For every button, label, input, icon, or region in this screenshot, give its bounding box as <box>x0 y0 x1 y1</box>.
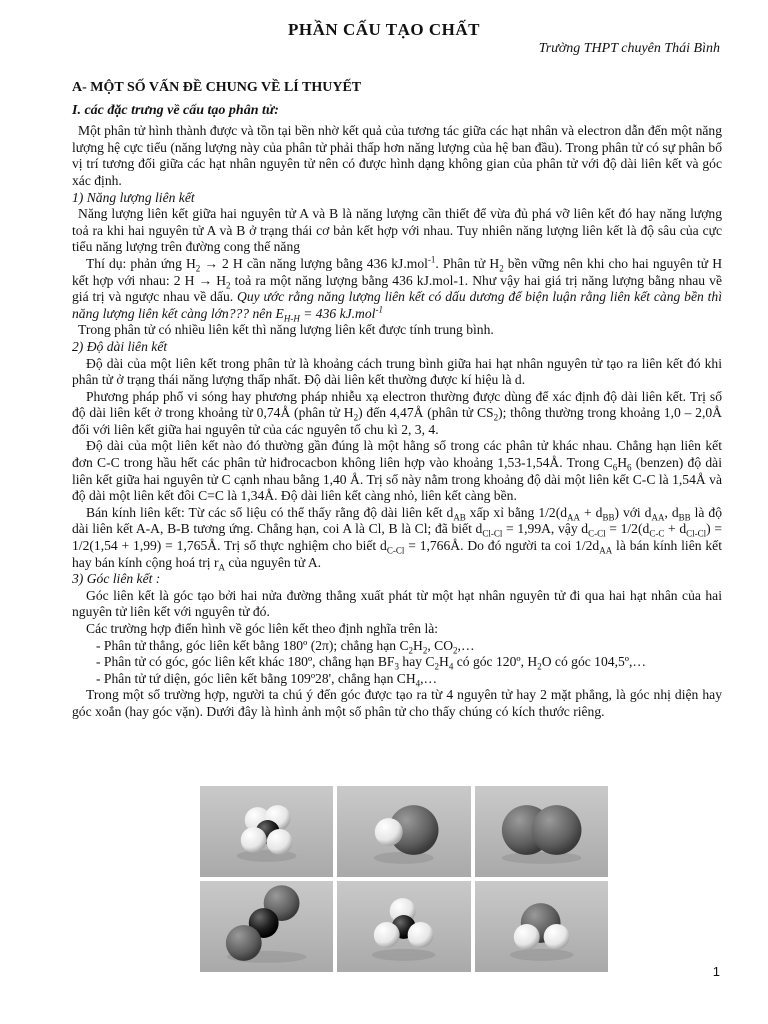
angle-list-item-2: - Phân tử có góc, góc liên kết khác 180º, chẳng hạn $BF_3$ hay $C_2H_4$ có góc 120º, $H_2O$ có góc 104,5º,… <box>96 654 646 672</box>
length-paragraph-2: Phương pháp phổ vi sóng hay phương pháp nhiễu xạ electron thường được dùng để xác định độ dài liên kết. Trị số độ dài liên kết ở trong khoảng từ 0,74Å (phân tử $H_2$) đến 4,47Å (phân tử $CS_2$); thông thường trong khoảng 1,0 – 2,0Å đối với liên kết giữa hai nguyên tử của các nguyên tố chu kì 2, 3, 4. <box>72 388 722 437</box>
cl2-model-icon <box>475 786 608 877</box>
water-model-icon <box>475 881 608 972</box>
hcl-model-icon <box>337 786 470 877</box>
angle-heading: 3) Góc liên kết : <box>72 571 161 587</box>
methane-model-icon <box>200 786 333 877</box>
length-paragraph-3: Độ dài của một liên kết nào đó thường gần đúng là một hằng số trong các phân tử khác nhau. Chẳng hạn liên kết đơn C-C trong hầu hết các phân tử hiđrocacbon không liên hợp vào khoảng 1,53-1,54Å. Trong $C_6H_6$ (benzen) độ dài liên kết giữa hai nguyên tử C cạnh nhau bằng 1,40 Å. Trị số này nằm trong khoảng độ dài một liên kết C-C là 1,54Å và độ dài một liên kết đôi C=C là 1,34Å. Độ dài liên kết càng nhỏ, liên kết càng bền. <box>72 438 722 504</box>
angle-list-item-3: - Phân tử tứ diện, góc liên kết bằng 109º28', chẳng hạn $CH_4,\dots$ <box>96 670 438 689</box>
document-body <box>72 80 722 721</box>
page-title: PHẦN CẤU TẠO CHẤT <box>288 20 480 39</box>
intro-paragraph: Một phân tử hình thành được và tồn tại bền nhờ kết quả của tương tác giữa các hạt nhân và electron dẫn đến một năng lượng hệ cực tiểu (năng lượng này của phân tử phải thấp hơn năng lượng của hệ ban đầu). Trong phân tử có sự phân bố vị trí tương đối giữa các hạt nhân nguyên tử nên có được hình dạng không gian của phân tử với độ dài liên kết và góc xác định. <box>72 123 722 188</box>
length-paragraph-4: Bán kính liên kết: Từ các số liệu có thể thấy rằng độ dài liên kết $d_{AB}$ xấp xỉ bằng $1/2(d_{AA} + d_{BB})$ với $d_{AA}$, $d_{BB}$ là độ dài liên kết A-A, B-B tương ứng. Chẳng hạn, coi A là Cl, B là Cl; đã biết $d_{Cl-Cl} = 1,99A$, vậy $d_{C-Cl} = 1/2(d_{C-C} + d_{Cl-Cl}) = 1/2(1,54 + 1,99)$ = 1,765Å. Trị số thực nghiệm cho biết $d_{C-Cl}$ = 1,766Å. Do đó người ta coi $1/2d_{AA}$ là bán kính liên kết hay bán kính cộng hoá trị $r_A$ của nguyên tử A. <box>72 504 723 573</box>
page-number: 1 <box>712 964 720 979</box>
energy-paragraph-2: Thí dụ: phản ứng $H_2 \to 2$ H cần năng lượng bằng 436 kJ.mol$^{-1}$. Phân tử $H_2$ bền vững nên khi cho hai nguyên tử H kết hợp với nhau: 2 $H \to H_2$ toả ra một năng lượng bằng 436 kJ.mol-1. Như vậy hai giá trị năng lượng bằng nhau về giá trị và ngược nhau về dấu. Quy ước rằng năng lượng liên kết có dấu dương để biện luận rằng liên kết càng bền thì năng lượng liên kết càng lớn??? nên $E_{H-H} = 436$ kJ.mol$^{-1}$ <box>72 254 723 324</box>
angle-paragraph-3: Trong một số trường hợp, người ta chú ý đến góc được tạo ra từ 4 nguyên tử hay 2 mặt phẳng, là góc nhị diện hay góc xoắn (hay góc vặn). Dưới đây là hình ảnh một số phân tử cho thấy chúng có kích thước riêng. <box>72 687 722 719</box>
section-i-heading: I. các đặc trưng về cấu tạo phân tử: <box>72 102 279 118</box>
energy-heading: 1) Năng lượng liên kết <box>72 189 195 205</box>
school-name: Trường THPT chuyên Thái Bình <box>538 41 720 56</box>
angle-list-item-1: - Phân tử thẳng, góc liên kết bằng 180º (2π); chẳng hạn $C_2H_2$, $CO_2,\dots$ <box>96 637 475 656</box>
angle-paragraph-2: Các trường hợp điển hình về góc liên kết theo định nghĩa trên là: <box>86 621 439 636</box>
energy-paragraph-3: Trong phân tử có nhiều liên kết thì năng lượng liên kết được tính trung bình. <box>78 322 494 338</box>
section-a-heading: A- MỘT SỐ VẤN ĐỀ CHUNG VỀ LÍ THUYẾT <box>72 80 362 95</box>
length-paragraph-1: Độ dài của một liên kết trong phân tử là khoảng cách trung bình giữa hai hạt nhân nguyên tử tạo ra liên kết đó khi phân tử ở trạng thái năng lượng thấp nhất. Độ dài liên kết thường được kí hiệu là d. <box>72 355 722 388</box>
energy-paragraph-1: Năng lượng liên kết giữa hai nguyên tử A và B là năng lượng cần thiết để vừa đủ phá vỡ liên kết đó hay năng lượng toả ra khi hai nguyên tử A và B ở trạng thái cơ bản kết hợp với nhau. Tuy nhiên năng lượng liên kết là độ sâu của cực tiểu năng lượng trên đường cong thế năng <box>72 206 722 255</box>
co2-model-icon <box>200 881 333 972</box>
angle-paragraph-1: Góc liên kết là góc tạo bởi hai nửa đường thẳng xuất phát từ một hạt nhân nguyên tử đi qua hai hạt nhân của hai nguyên tử liên kết với nguyên tử đó. <box>72 587 722 620</box>
length-heading: 2) Độ dài liên kết <box>72 338 168 354</box>
ammonia-model-icon <box>337 881 470 972</box>
molecule-gallery <box>200 786 608 972</box>
